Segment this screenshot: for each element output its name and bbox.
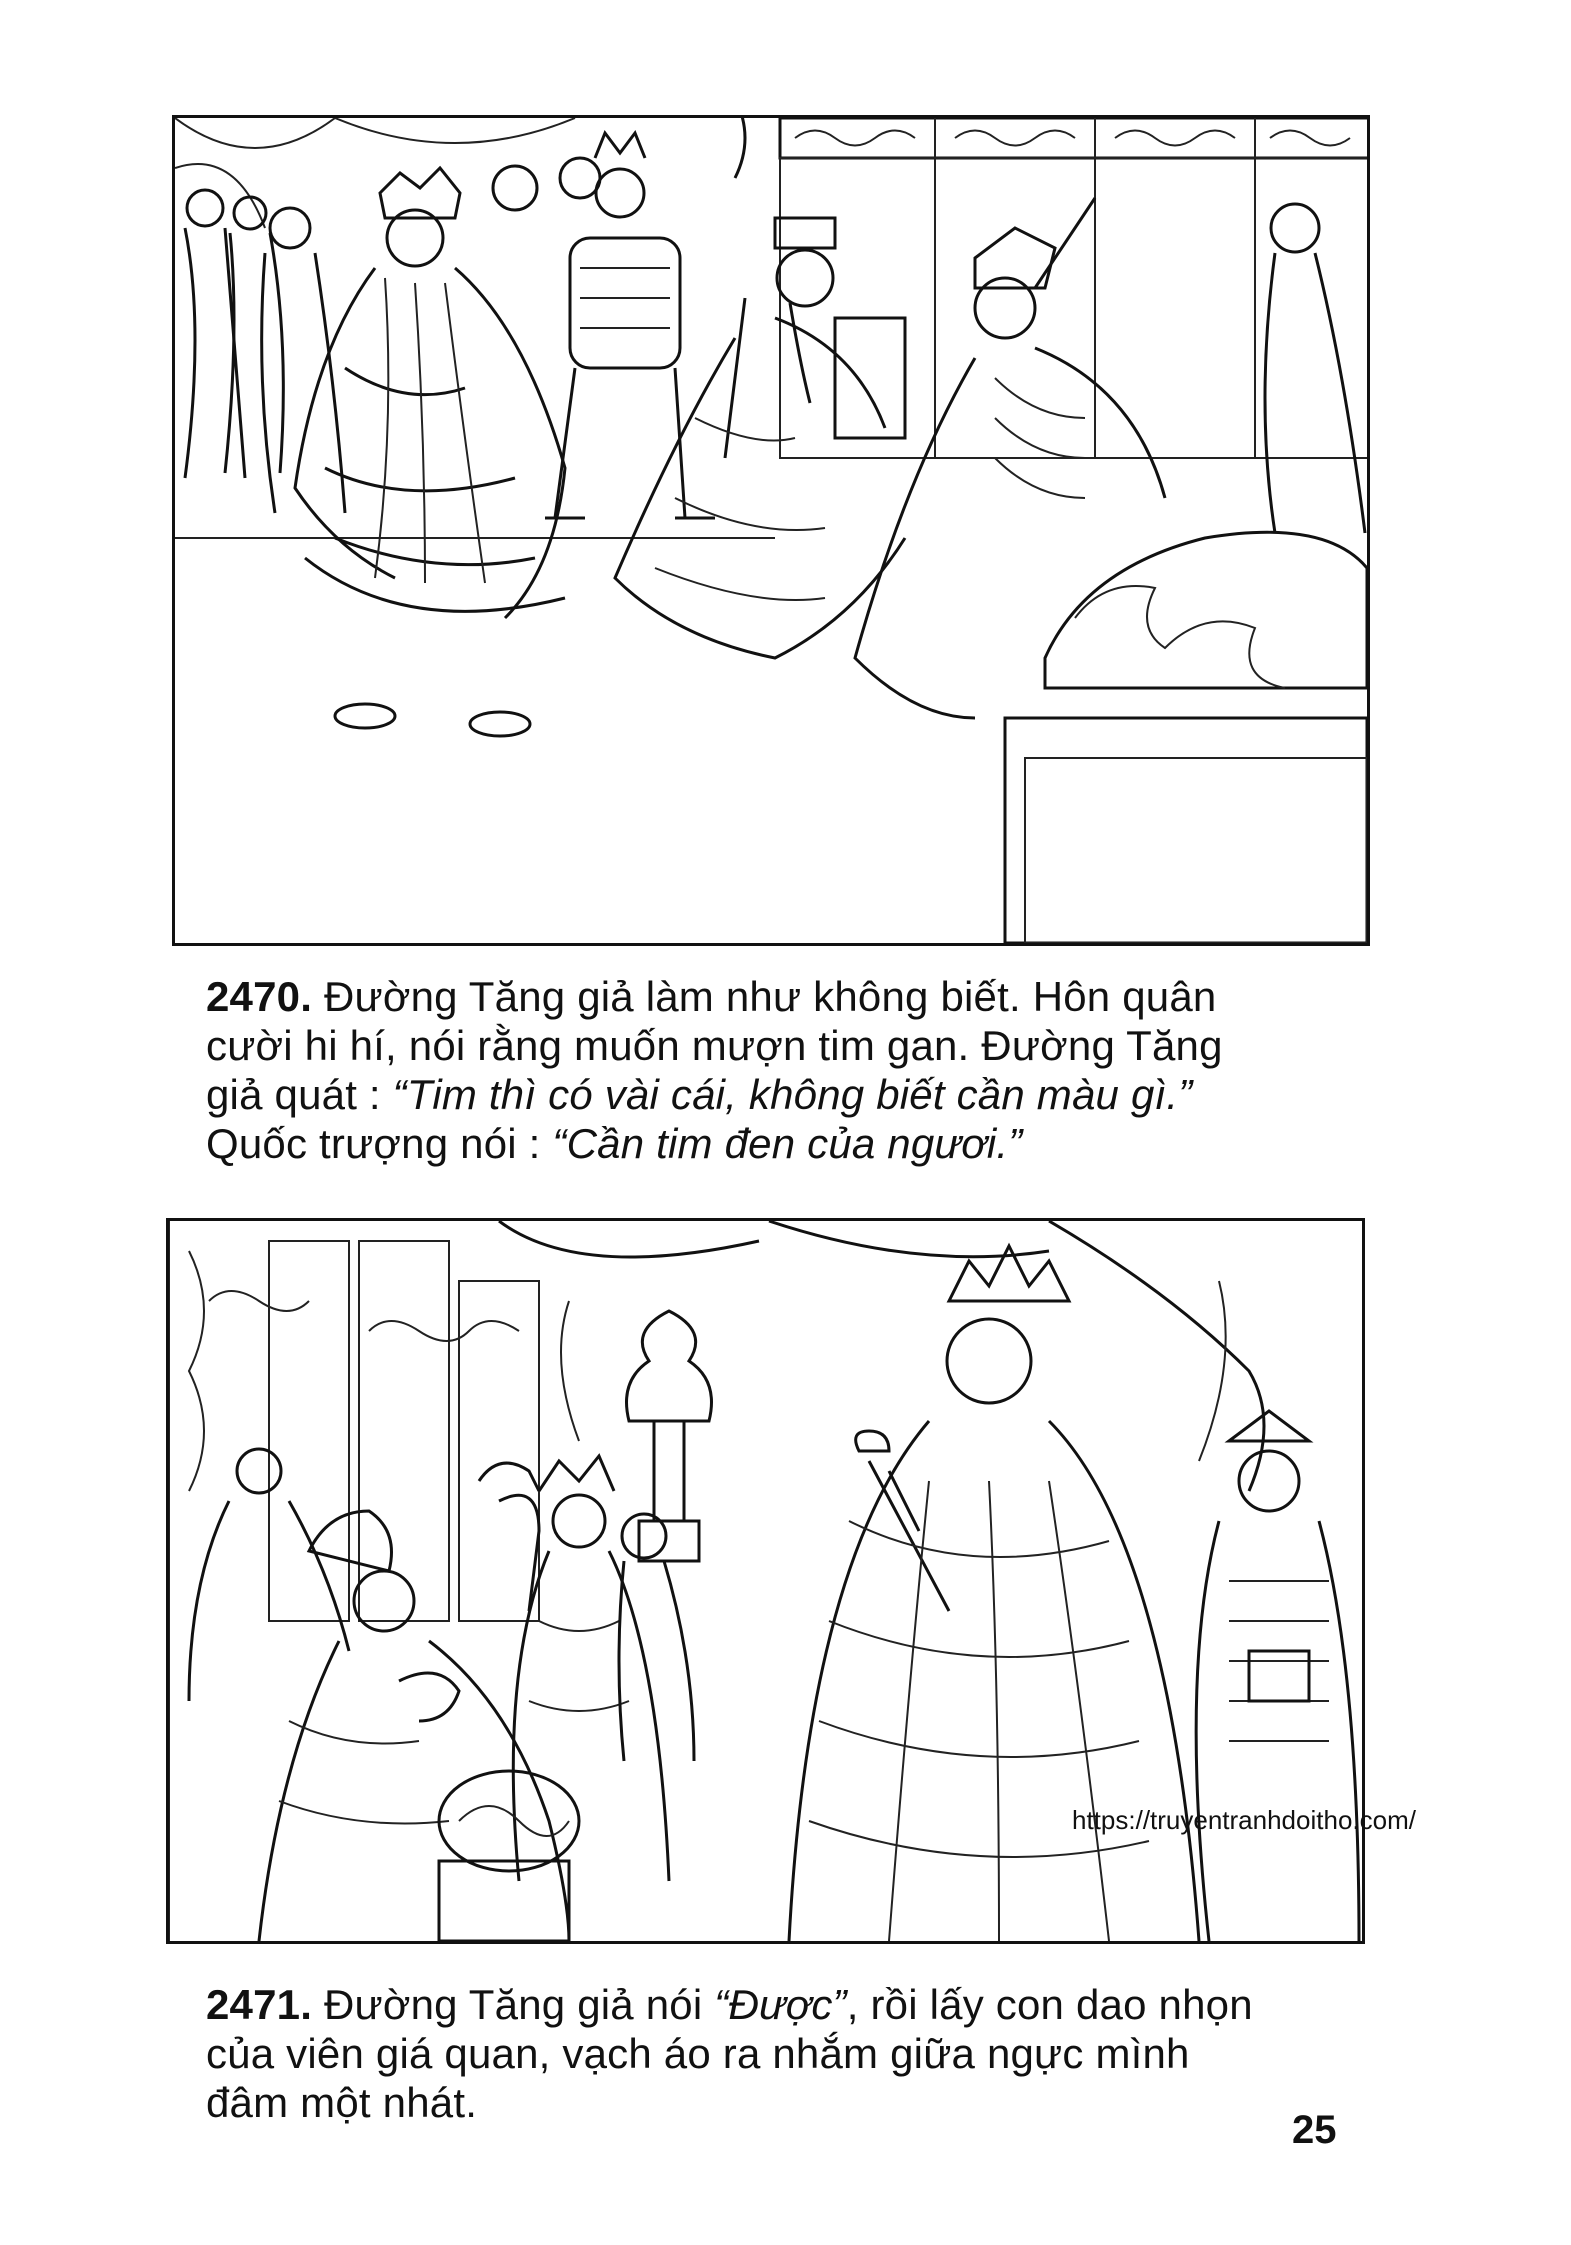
caption-text: cười hi hí, nói rằng muốn mượn tim gan. Đường Tăng bbox=[206, 1022, 1223, 1069]
caption-text: giả quát : bbox=[206, 1071, 393, 1118]
caption-line bbox=[206, 2029, 1366, 2078]
caption-quote: “Cần tim đen của ngươi.” bbox=[552, 1120, 1023, 1167]
watermark-url: https://truyentranhdoitho.com/ bbox=[1072, 1805, 1416, 1835]
panel-number: 2471. bbox=[206, 1981, 313, 2028]
caption-line bbox=[206, 1980, 1366, 2029]
caption-2470 bbox=[206, 972, 1366, 1168]
caption-text: của viên giá quan, vạch áo ra nhắm giữa ngực mình bbox=[206, 2030, 1190, 2077]
caption-line bbox=[206, 972, 1366, 1021]
page-number: 25 bbox=[1292, 2108, 1337, 2152]
caption-quote: “Tim thì có vài cái, không biết cần màu gì.” bbox=[392, 1071, 1193, 1118]
caption-text: , rồi lấy con dao nhọn bbox=[846, 1981, 1253, 2028]
caption-line bbox=[206, 1070, 1366, 1119]
caption-text: Đường Tăng giả nói bbox=[323, 1981, 715, 2028]
caption-text: Quốc trượng nói : bbox=[206, 1120, 553, 1167]
caption-text: đâm một nhát. bbox=[206, 2079, 478, 2126]
court-scene-drawing bbox=[175, 118, 1367, 943]
caption-line bbox=[206, 2078, 1366, 2127]
caption-quote: “Được” bbox=[714, 1981, 847, 2028]
caption-text: Đường Tăng giả làm như không biết. Hôn quân bbox=[323, 973, 1217, 1020]
caption-line bbox=[206, 1119, 1366, 1168]
panel-number: 2470. bbox=[206, 973, 313, 1020]
caption-2471 bbox=[206, 1980, 1366, 2127]
illustration-panel-2470 bbox=[172, 115, 1370, 946]
caption-line bbox=[206, 1021, 1366, 1070]
